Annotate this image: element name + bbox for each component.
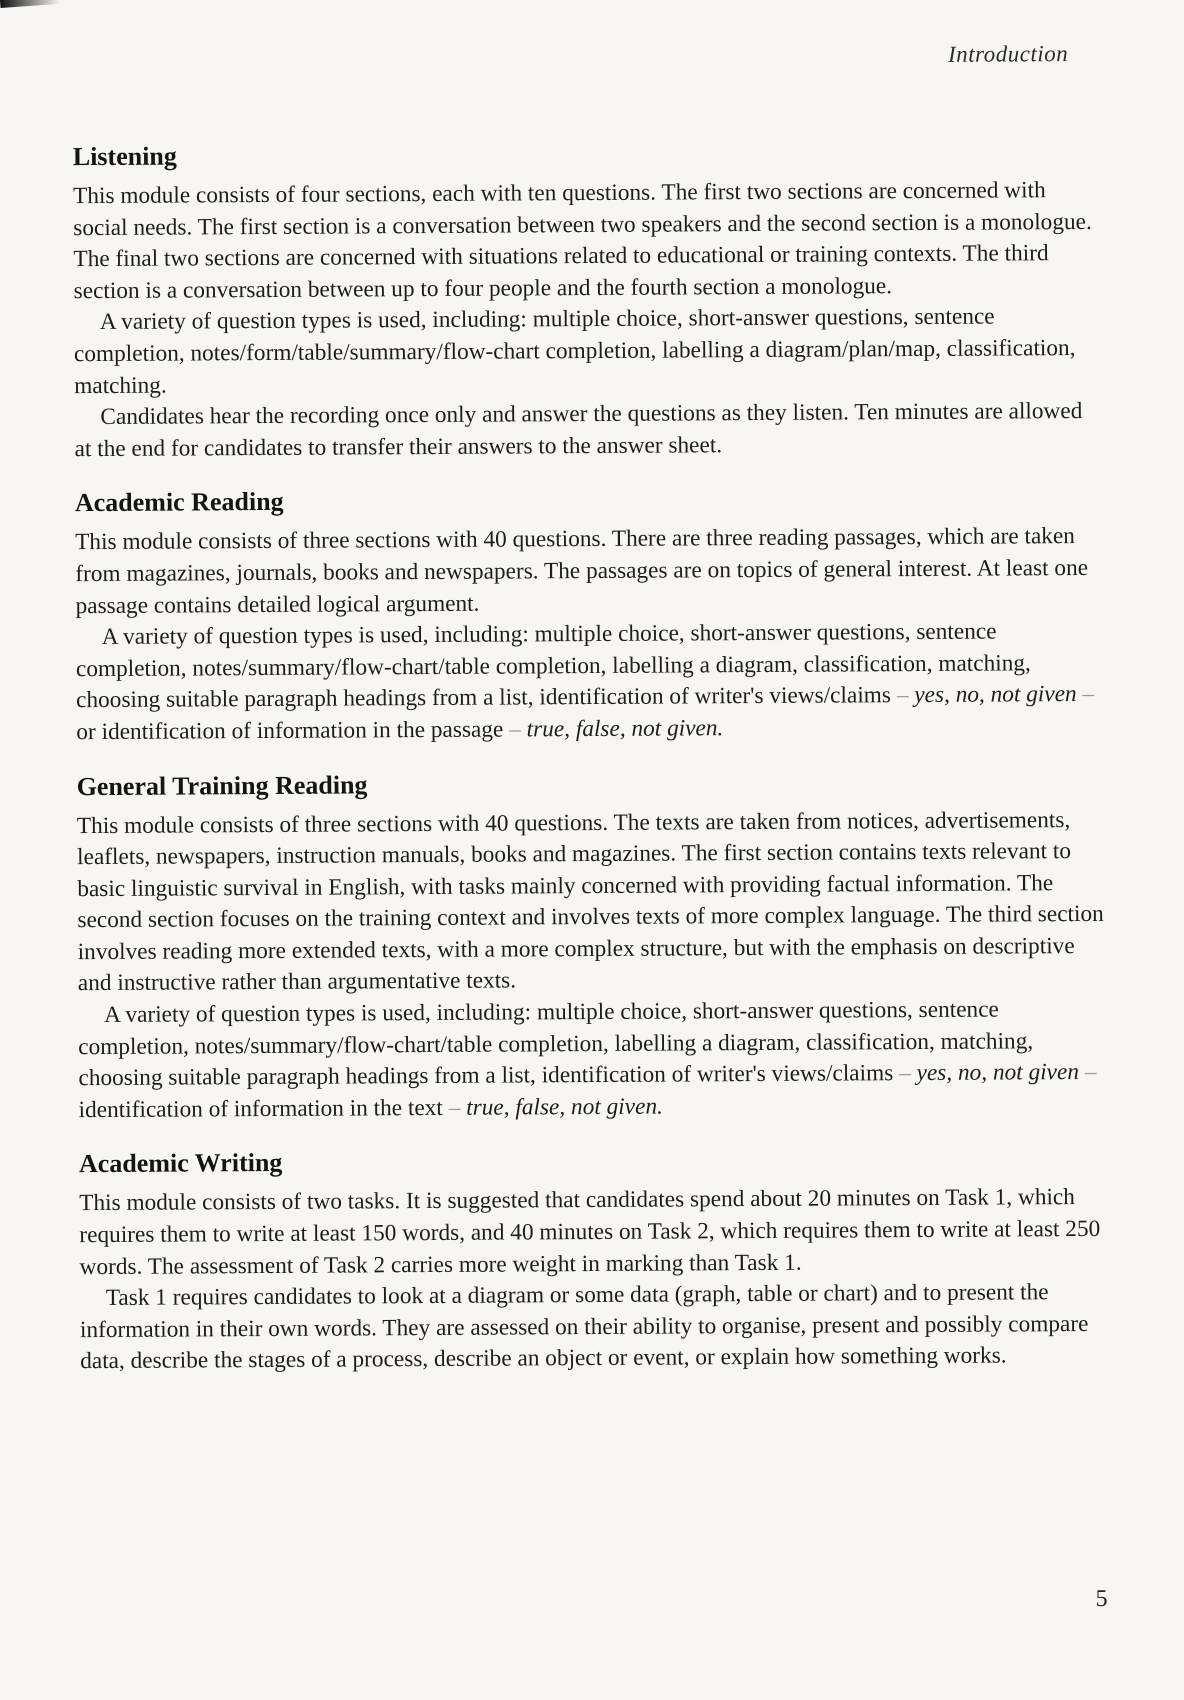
dash: – — [1084, 1059, 1097, 1086]
paragraph: Task 1 requires candidates to look at a diagram or some data (graph, table or chart) and to present the information in their own words. They are assessed on their ability to organise, present and possibly compare data, describe the stages of a process, describe an object or event, or explain how something works. — [79, 1279, 1089, 1375]
paragraph: A variety of question types is used, including: multiple choice, short-answer questions, sentence completion, notes/form/table/summary/flow-chart completion, labelling a diagram/plan/map, classification, matching. — [73, 303, 1076, 399]
section-general-training-reading — [77, 764, 1109, 1126]
italic-answer-options: yes, no, not given — [916, 1059, 1080, 1087]
dash: – — [896, 682, 909, 709]
paragraph: Candidates hear the recording once only and answer the questions as they listen. Ten minutes are allowed at the end for candidates to transfer their answers to the answer sheet. — [74, 398, 1083, 462]
section-heading: Listening — [72, 141, 177, 172]
text-run: or identification of information in the passage — [76, 716, 504, 746]
page-content — [73, 135, 1111, 1400]
text-run: A variety of question types is used, including: multiple choice, short-answer questions, sentence completion, notes/summary/flow-chart/table completion, labelling a diagram, classification, matching, choosing suitable paragraph headings from a list, identification of writer's views/claims — [75, 618, 1031, 714]
italic-answer-options: yes, no, not given — [914, 681, 1077, 709]
paragraph: This module consists of two tasks. It is suggested that candidates spend about 20 minutes on Task 1, which requires them to write at least 150 words, and 40 minutes on Task 2, which requires them to write at least 250 words. The assessment of Task 2 carries more weight in marking than Task 1. — [79, 1184, 1101, 1280]
paragraph: This module consists of three sections with 40 questions. The texts are taken from notices, advertisements, leaflets, newspapers, instruction manuals, books and magazines. The first section contains texts relevant to basic linguistic survival in English, with tasks mainly concerned with providing factual information. The second section focuses on the training context and involves texts of more complex language. The third section involves reading more extended texts, with a more complex structure, but with the emphasis on descriptive and instructive rather than argumentative texts. — [76, 806, 1104, 997]
section-academic-writing — [79, 1142, 1110, 1378]
section-heading: Academic Reading — [74, 487, 284, 518]
section-heading: Academic Writing — [78, 1148, 283, 1179]
section-listening — [73, 135, 1105, 466]
dash: – — [899, 1060, 911, 1087]
running-head: Introduction — [947, 41, 1069, 67]
paragraph — [76, 616, 1107, 749]
section-academic-reading — [75, 481, 1107, 748]
italic-answer-options: true, false, not given. — [466, 1093, 663, 1121]
text-run: identification of information in the text — [78, 1094, 443, 1123]
section-heading: General Training Reading — [76, 769, 368, 801]
italic-answer-options: true, false, not given. — [526, 715, 724, 743]
page-number: 5 — [1095, 1585, 1108, 1612]
paragraph: This module consists of three sections with 40 questions. There are three reading passages, which are taken from magazines, journals, books and newspapers. The passages are on topics of general interest. At least one passage contains detailed logical argument. — [75, 523, 1089, 619]
paragraph: This module consists of four sections, each with ten questions. The first two sections are concerned with social needs. The first section is a conversation between two speakers and the second section is a monologue. The final two sections are concerned with situations related to educational or training contexts. The third section is a conversation between up to four people and the fourth section a monologue. — [72, 177, 1092, 304]
text-run: A variety of question types is used, including: multiple choice, short-answer questions, sentence completion, notes/summary/flow-chart/table completion, labelling a diagram, classification, matching, choosing suitable paragraph headings from a list, identification of writer's views/claims — [78, 996, 1034, 1092]
dash: – — [509, 716, 521, 743]
dash: – — [448, 1094, 461, 1121]
paragraph — [78, 994, 1109, 1127]
dash: – — [1082, 681, 1095, 708]
